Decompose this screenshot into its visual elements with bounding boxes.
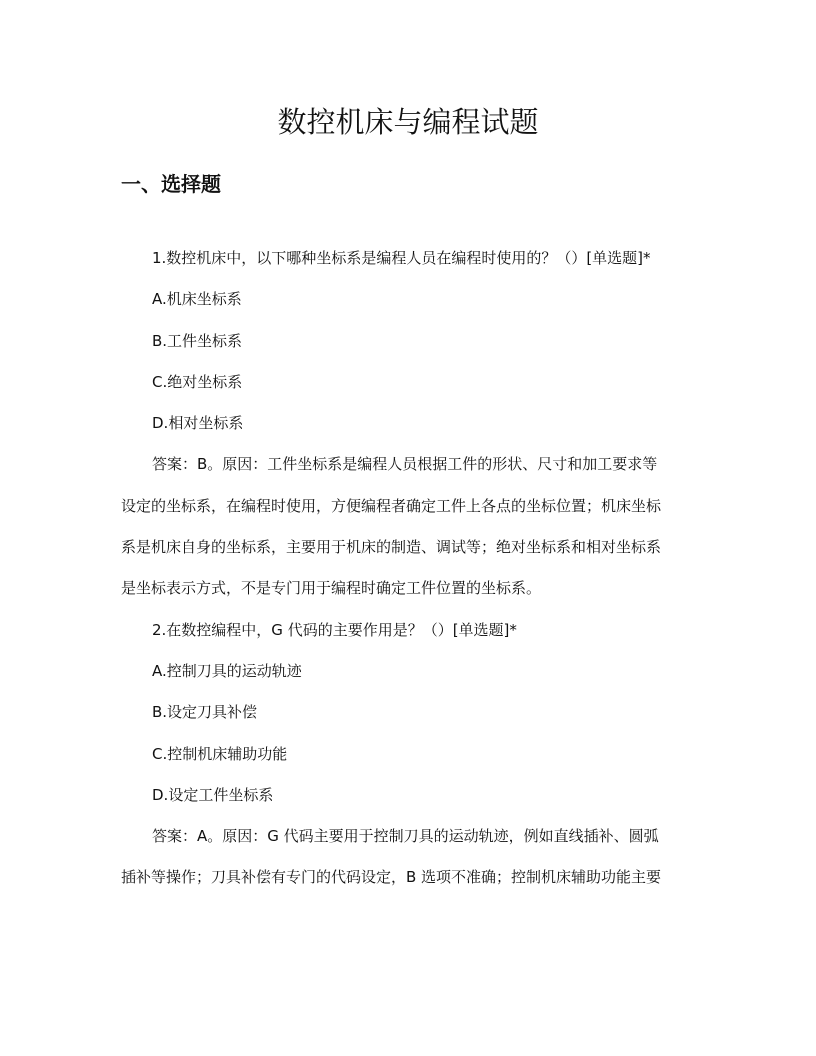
option-d: D.设定工件坐标系 — [152, 785, 274, 804]
option-b: B.设定刀具补偿 — [152, 703, 258, 722]
answer-explanation — [121, 444, 701, 609]
option-c: C.绝对坐标系 — [152, 372, 243, 391]
answer-line: 系是机床自身的坐标系，主要用于机床的制造、调试等；绝对坐标系和相对坐标系 — [121, 538, 662, 557]
answer-line: 答案：B。原因：工件坐标系是编程人员根据工件的形状、尺寸和加工要求等 — [152, 455, 658, 474]
option-b: B.工件坐标系 — [152, 331, 243, 350]
question-stem: 2.在数控编程中，G 代码的主要作用是？（）[单选题]* — [152, 620, 517, 639]
question-1 — [121, 238, 701, 610]
option-a: A.机床坐标系 — [152, 290, 242, 309]
question-list — [121, 238, 701, 899]
answer-line: 插补等操作；刀具补偿有专门的代码设定，B 选项不准确；控制机床辅助功能主要 — [121, 868, 662, 887]
option-a: A.控制刀具的运动轨迹 — [152, 661, 302, 680]
answer-line: 是坐标表示方式，不是专门用于编程时确定工件位置的坐标系。 — [121, 579, 542, 598]
document-title: 数控机床与编程试题 — [277, 105, 539, 139]
question-stem: 1.数控机床中，以下哪种坐标系是编程人员在编程时使用的？（）[单选题]* — [152, 249, 651, 267]
section-heading: 一、选择题 — [121, 172, 221, 196]
option-d: D.相对坐标系 — [152, 414, 244, 433]
answer-line: 答案：A。原因：G 代码主要用于控制刀具的运动轨迹，例如直线插补、圆弧 — [152, 827, 659, 846]
answer-explanation — [121, 816, 701, 899]
option-c: C.控制机床辅助功能 — [152, 744, 288, 763]
answer-line: 设定的坐标系，在编程时使用，方便编程者确定工件上各点的坐标位置；机床坐标 — [121, 496, 662, 515]
question-2 — [121, 610, 701, 899]
